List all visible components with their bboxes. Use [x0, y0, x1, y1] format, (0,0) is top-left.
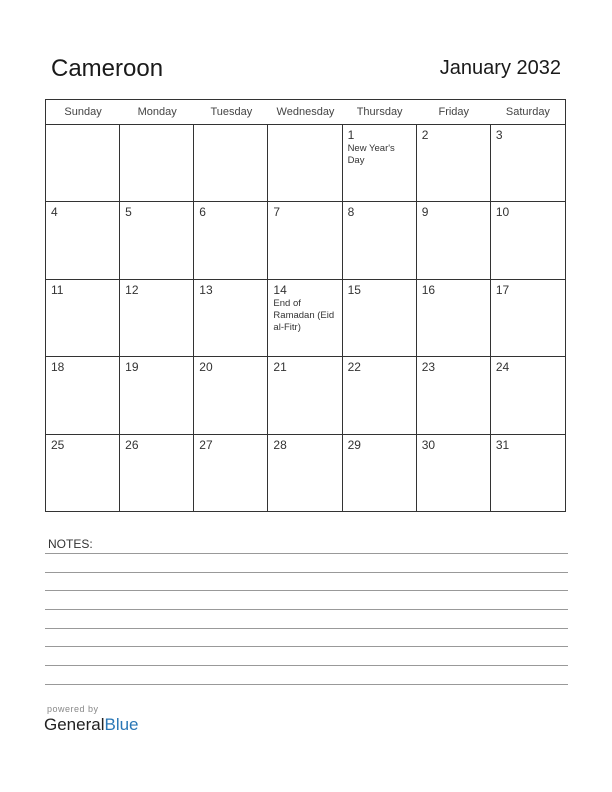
notes-line	[45, 609, 568, 610]
day-cell	[417, 125, 491, 202]
weekday-tuesday: Tuesday	[210, 106, 253, 118]
day-cell	[268, 280, 342, 357]
powered-by-text: powered by	[47, 704, 99, 714]
day-cell	[194, 125, 268, 202]
day-number: 24	[495, 360, 510, 375]
day-number: 7	[273, 205, 281, 220]
day-cell	[343, 280, 417, 357]
calendar-grid	[45, 99, 566, 512]
day-cell	[268, 357, 342, 434]
day-number: 4	[51, 205, 58, 220]
weekday-sunday: Sunday	[64, 106, 102, 118]
weekday-monday: Monday	[137, 106, 177, 118]
notes-line	[45, 646, 568, 647]
month-year-title: January 2032	[439, 57, 561, 79]
notes-line	[45, 572, 568, 573]
day-number: 17	[495, 282, 510, 297]
day-cell	[343, 435, 417, 512]
day-cell	[46, 125, 120, 202]
notes-line	[45, 665, 568, 666]
day-cell	[343, 357, 417, 434]
day-cell	[268, 125, 342, 202]
brand-general: General	[44, 715, 105, 734]
day-cell	[46, 202, 120, 279]
day-number: 10	[495, 205, 510, 220]
day-number: 11	[51, 282, 64, 297]
day-cell	[46, 357, 120, 434]
day-cell	[417, 357, 491, 434]
day-number: 18	[51, 360, 65, 375]
day-number: 30	[421, 437, 436, 452]
day-number: 5	[125, 205, 132, 220]
day-number: 13	[199, 282, 213, 297]
country-title: Cameroon	[51, 55, 164, 82]
day-cell	[194, 202, 268, 279]
day-cell	[46, 435, 120, 512]
day-cell	[491, 357, 565, 434]
day-cell	[491, 435, 565, 512]
day-number: 2	[421, 128, 429, 142]
weeks-grid	[46, 125, 565, 512]
day-event: New Year's Day	[347, 143, 395, 166]
day-cell	[120, 125, 194, 202]
day-number: 28	[273, 437, 287, 452]
day-number: 26	[125, 437, 139, 452]
day-number: 21	[273, 360, 287, 375]
weekday-thursday: Thursday	[356, 106, 403, 118]
day-cell	[343, 125, 417, 202]
day-cell	[194, 357, 268, 434]
weekday-header-row	[46, 100, 565, 125]
day-cell	[268, 202, 342, 279]
day-cell	[491, 202, 565, 279]
day-number: 29	[347, 437, 361, 452]
day-cell	[194, 280, 268, 357]
day-cell	[417, 202, 491, 279]
day-number: 25	[51, 437, 65, 452]
notes-line	[45, 590, 568, 591]
day-cell	[491, 280, 565, 357]
day-number: 8	[347, 205, 355, 220]
day-cell	[194, 435, 268, 512]
day-number: 6	[199, 205, 206, 220]
day-number: 23	[421, 360, 436, 375]
brand-name	[44, 715, 139, 735]
day-cell	[120, 357, 194, 434]
day-number: 19	[125, 360, 139, 375]
day-cell	[120, 202, 194, 279]
day-cell	[343, 202, 417, 279]
day-number: 1	[347, 128, 355, 142]
day-number: 27	[199, 437, 213, 452]
day-number: 12	[125, 282, 139, 297]
day-cell	[46, 280, 120, 357]
day-number: 20	[199, 360, 213, 375]
day-event: End of Ramadan (Eid al-Fitr)	[273, 297, 335, 333]
generalblue-logo	[44, 704, 139, 735]
weekday-wednesday: Wednesday	[276, 106, 335, 118]
notes-label: NOTES:	[48, 537, 93, 551]
day-cell	[120, 280, 194, 357]
notes-line	[45, 628, 568, 629]
notes-line	[45, 684, 568, 685]
day-number: 31	[495, 437, 510, 452]
day-number: 9	[421, 205, 429, 220]
day-number: 15	[347, 282, 361, 297]
day-cell	[417, 280, 491, 357]
day-number: 16	[421, 282, 436, 297]
weekday-friday: Friday	[438, 106, 470, 118]
day-number: 22	[347, 360, 361, 375]
day-cell	[120, 435, 194, 512]
day-number: 14	[273, 282, 287, 297]
day-cell	[491, 125, 565, 202]
notes-line	[45, 553, 568, 554]
day-number: 3	[495, 128, 503, 142]
day-cell	[268, 435, 342, 512]
day-cell	[417, 435, 491, 512]
weekday-saturday: Saturday	[505, 106, 550, 118]
brand-blue: Blue	[104, 715, 139, 734]
